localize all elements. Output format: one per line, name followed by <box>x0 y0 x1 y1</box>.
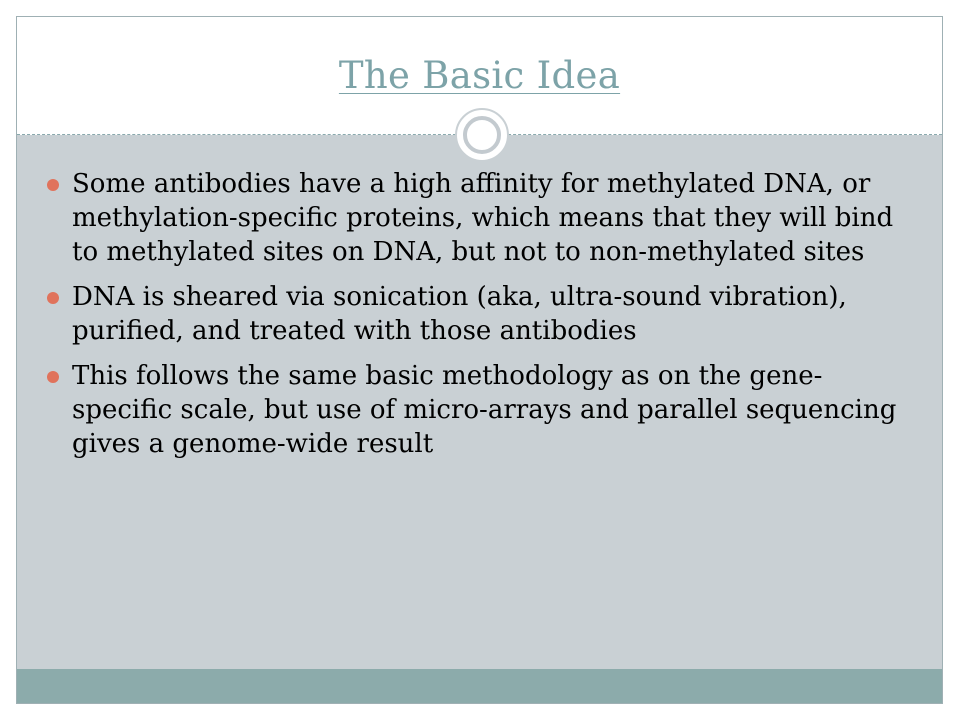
double-ring-icon <box>455 108 509 162</box>
slide-title: The Basic Idea <box>338 54 621 97</box>
circle-bullet-icon <box>47 371 59 383</box>
content-area <box>17 135 942 671</box>
bullet-list <box>47 167 897 472</box>
ring-inner <box>463 116 501 154</box>
bullet-item <box>47 280 897 348</box>
bullet-item <box>47 167 897 269</box>
footer-bar <box>17 669 942 703</box>
bullet-item <box>47 359 897 461</box>
bullet-text: DNA is sheared via sonication (aka, ultra-sound vibration), purified, and treated with those antibodies <box>72 282 847 346</box>
bullet-text: Some antibodies have a high affinity for methylated DNA, or methylation-specific proteins, which means that they will bind to methylated sites on DNA, but not to non-methylated sites <box>72 169 894 267</box>
bullet-text: This follows the same basic methodology as on the gene-specific scale, but use of micro-arrays and parallel sequencing gives a genome-wide result <box>72 361 897 459</box>
slide <box>16 16 943 704</box>
circle-bullet-icon <box>47 292 59 304</box>
circle-bullet-icon <box>47 179 59 191</box>
